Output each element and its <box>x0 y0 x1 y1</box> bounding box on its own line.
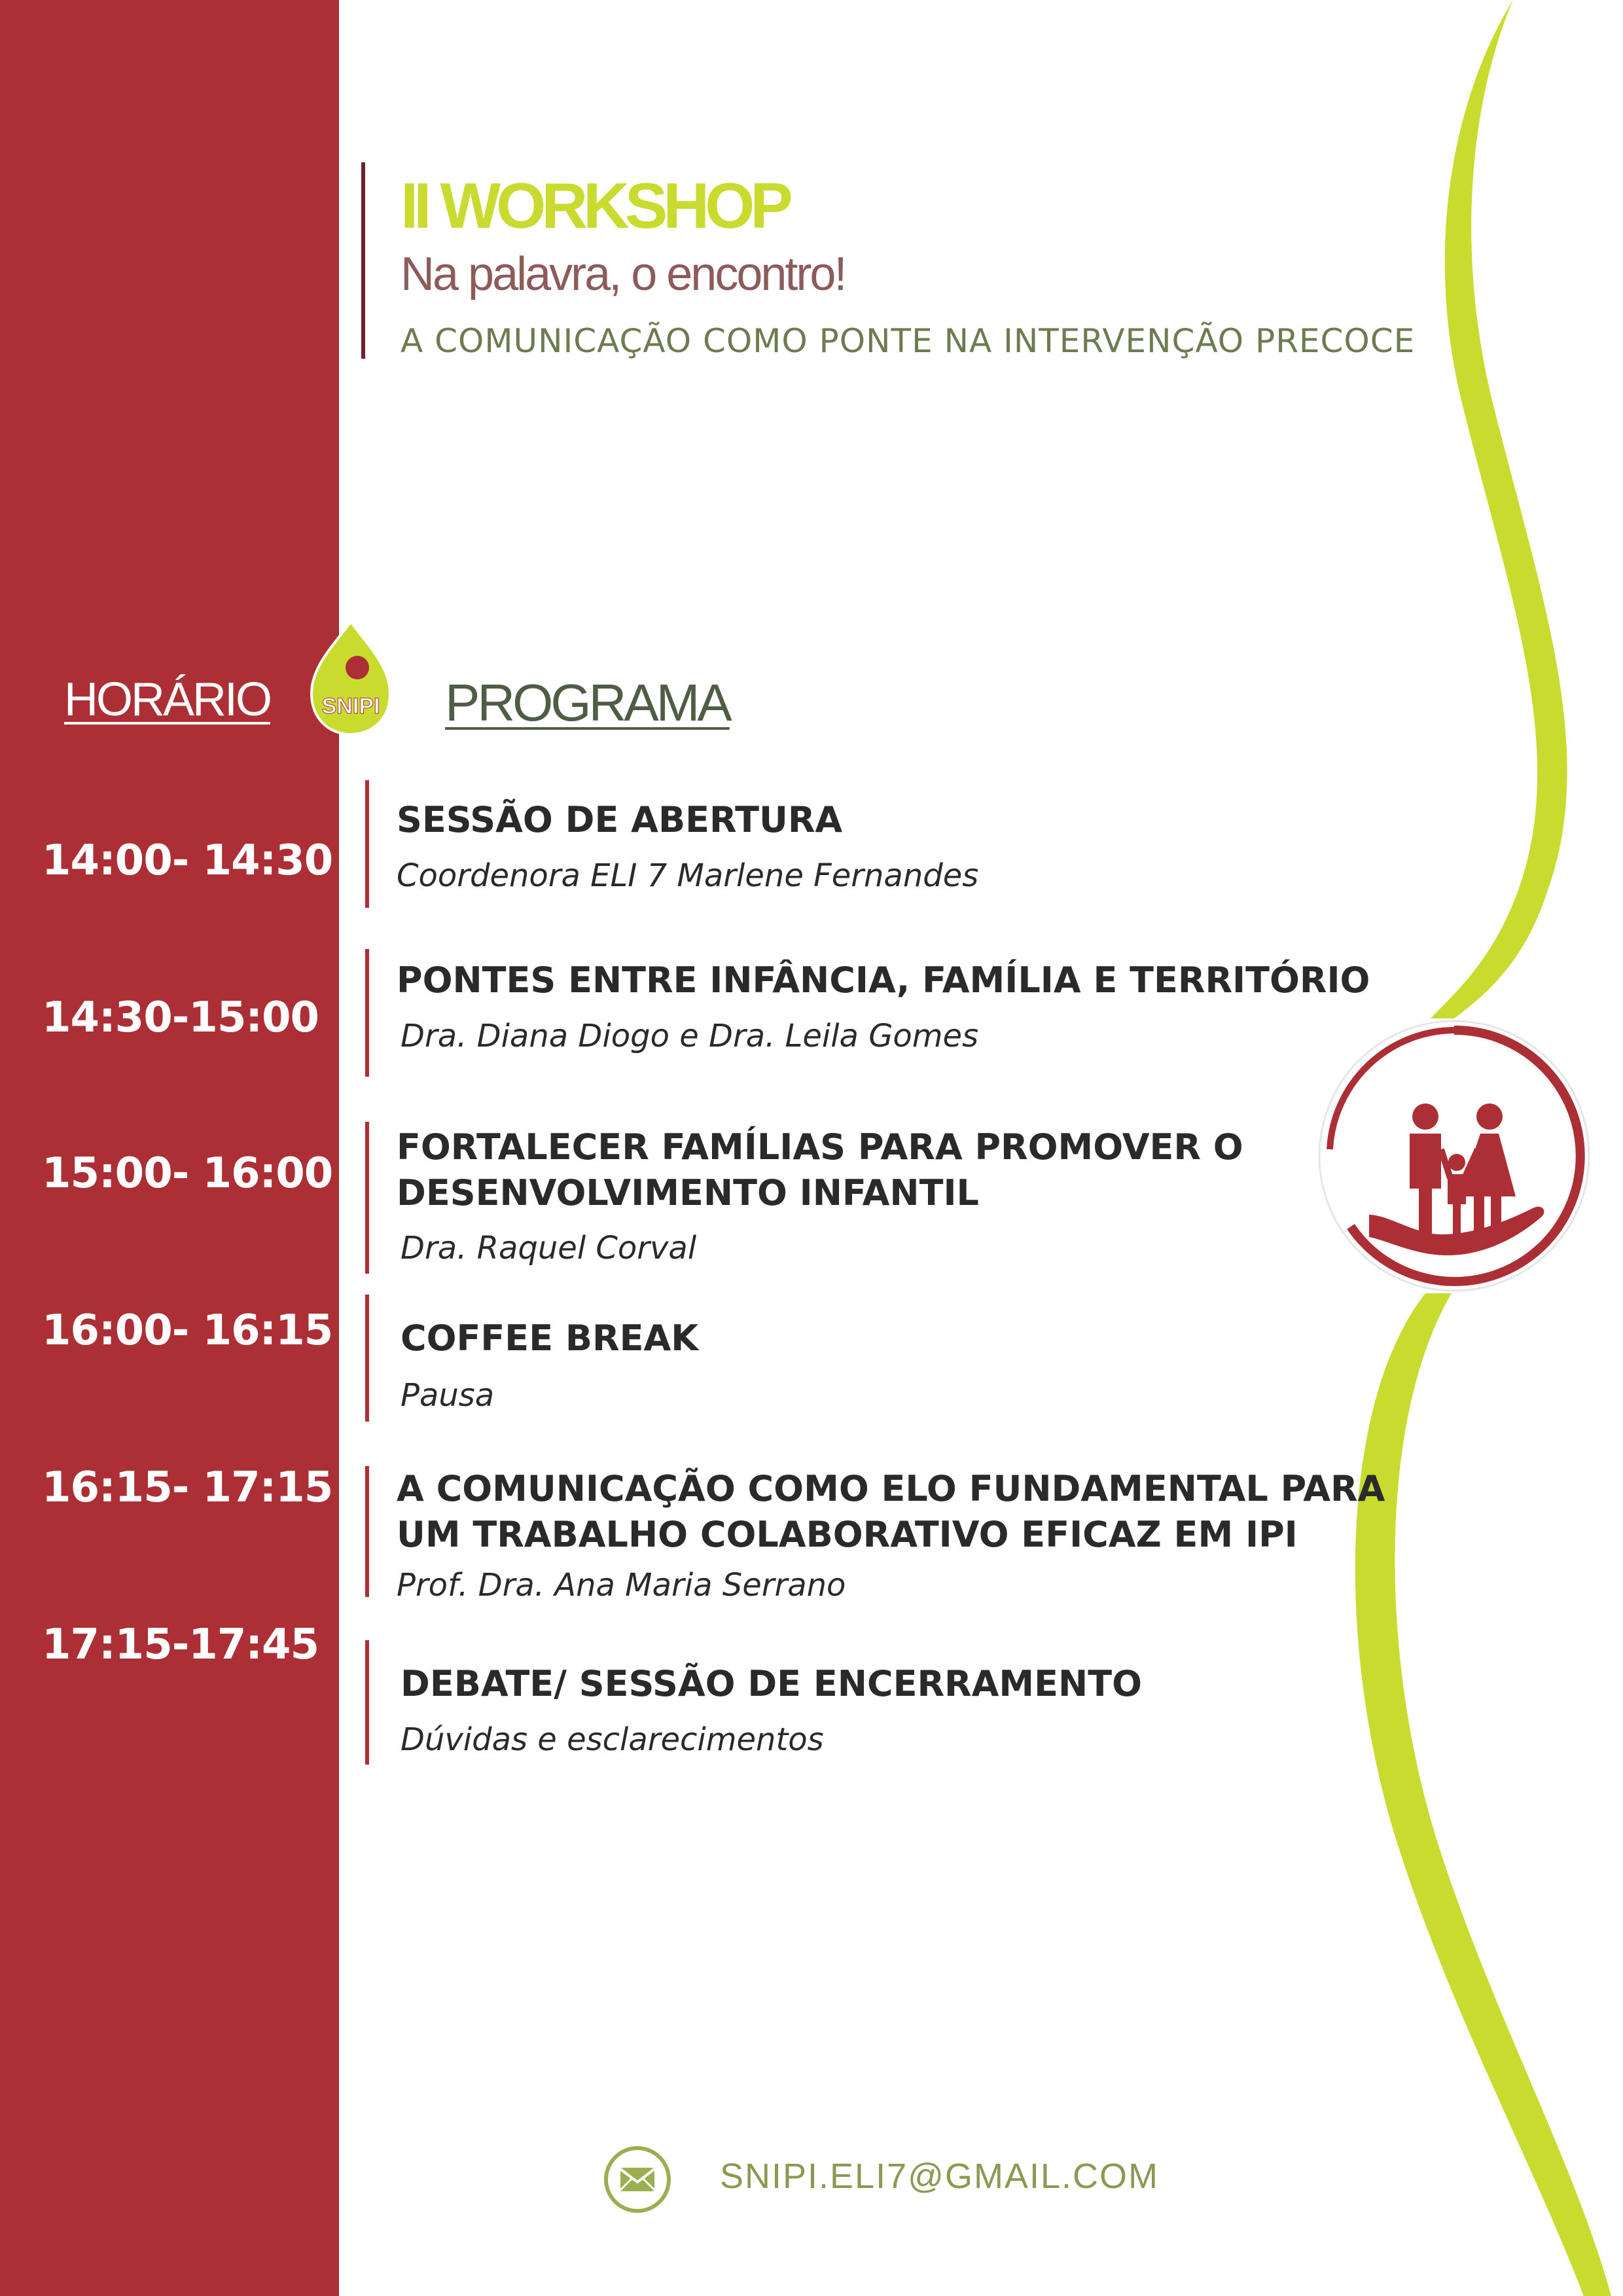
session-time: 15:00- 16:00 <box>42 1149 333 1198</box>
session-speaker: Dra. Diana Diogo e Dra. Leila Gomes <box>401 1018 979 1054</box>
session-title: COFFEE BREAK <box>401 1318 699 1359</box>
session-speaker: Dra. Raquel Corval <box>401 1230 697 1266</box>
session-divider <box>365 1122 369 1274</box>
session-time: 14:00- 14:30 <box>42 836 333 885</box>
envelope-icon <box>603 2145 671 2214</box>
session-title: DEBATE/ SESSÃO DE ENCERRAMENTO <box>401 1663 1142 1704</box>
session-speaker: Pausa <box>401 1377 495 1414</box>
session-speaker: Dúvidas e esclarecimentos <box>401 1721 824 1758</box>
workshop-subtitle: Na palavra, o encontro! <box>401 248 846 300</box>
session-title: FORTALECER FAMÍLIAS PARA PROMOVER O DESENVOLVIMENTO INFANTIL <box>397 1126 1243 1213</box>
session-divider <box>365 1466 369 1597</box>
workshop-title: II WORKSHOP <box>401 170 789 242</box>
session-title: SESSÃO DE ABERTURA <box>397 799 843 840</box>
session-divider <box>365 1295 369 1422</box>
session-title: PONTES ENTRE INFÂNCIA, FAMÍLIA E TERRITÓRIO <box>397 960 1370 1001</box>
session-time: 17:15-17:45 <box>42 1621 319 1669</box>
session-speaker: Coordenora ELI 7 Marlene Fernandes <box>397 857 979 894</box>
session-divider <box>365 949 369 1077</box>
family-care-icon <box>1317 1018 1592 1293</box>
session-divider <box>365 1640 369 1765</box>
contact-email[interactable]: SNIPI.ELI7@GMAIL.COM <box>720 2157 1159 2196</box>
workshop-tagline: A COMUNICAÇÃO COMO PONTE NA INTERVENÇÃO PRECOCE <box>401 322 1416 360</box>
session-time: 14:30-15:00 <box>42 994 319 1042</box>
snipi-logo <box>305 615 397 740</box>
session-title: A COMUNICAÇÃO COMO ELO FUNDAMENTAL PARA UM TRABALHO COLABORATIVO EFICAZ EM IPI <box>397 1468 1385 1555</box>
time-column-heading: HORÁRIO <box>64 673 271 726</box>
session-divider <box>365 780 369 908</box>
session-time: 16:00- 16:15 <box>42 1306 333 1355</box>
session-speaker: Prof. Dra. Ana Maria Serrano <box>397 1567 846 1604</box>
program-column-heading: PROGRAMA <box>445 673 730 732</box>
title-accent-bar <box>361 162 365 359</box>
session-time: 16:15- 17:15 <box>42 1463 333 1512</box>
logo-text: SNIPI <box>321 694 380 719</box>
